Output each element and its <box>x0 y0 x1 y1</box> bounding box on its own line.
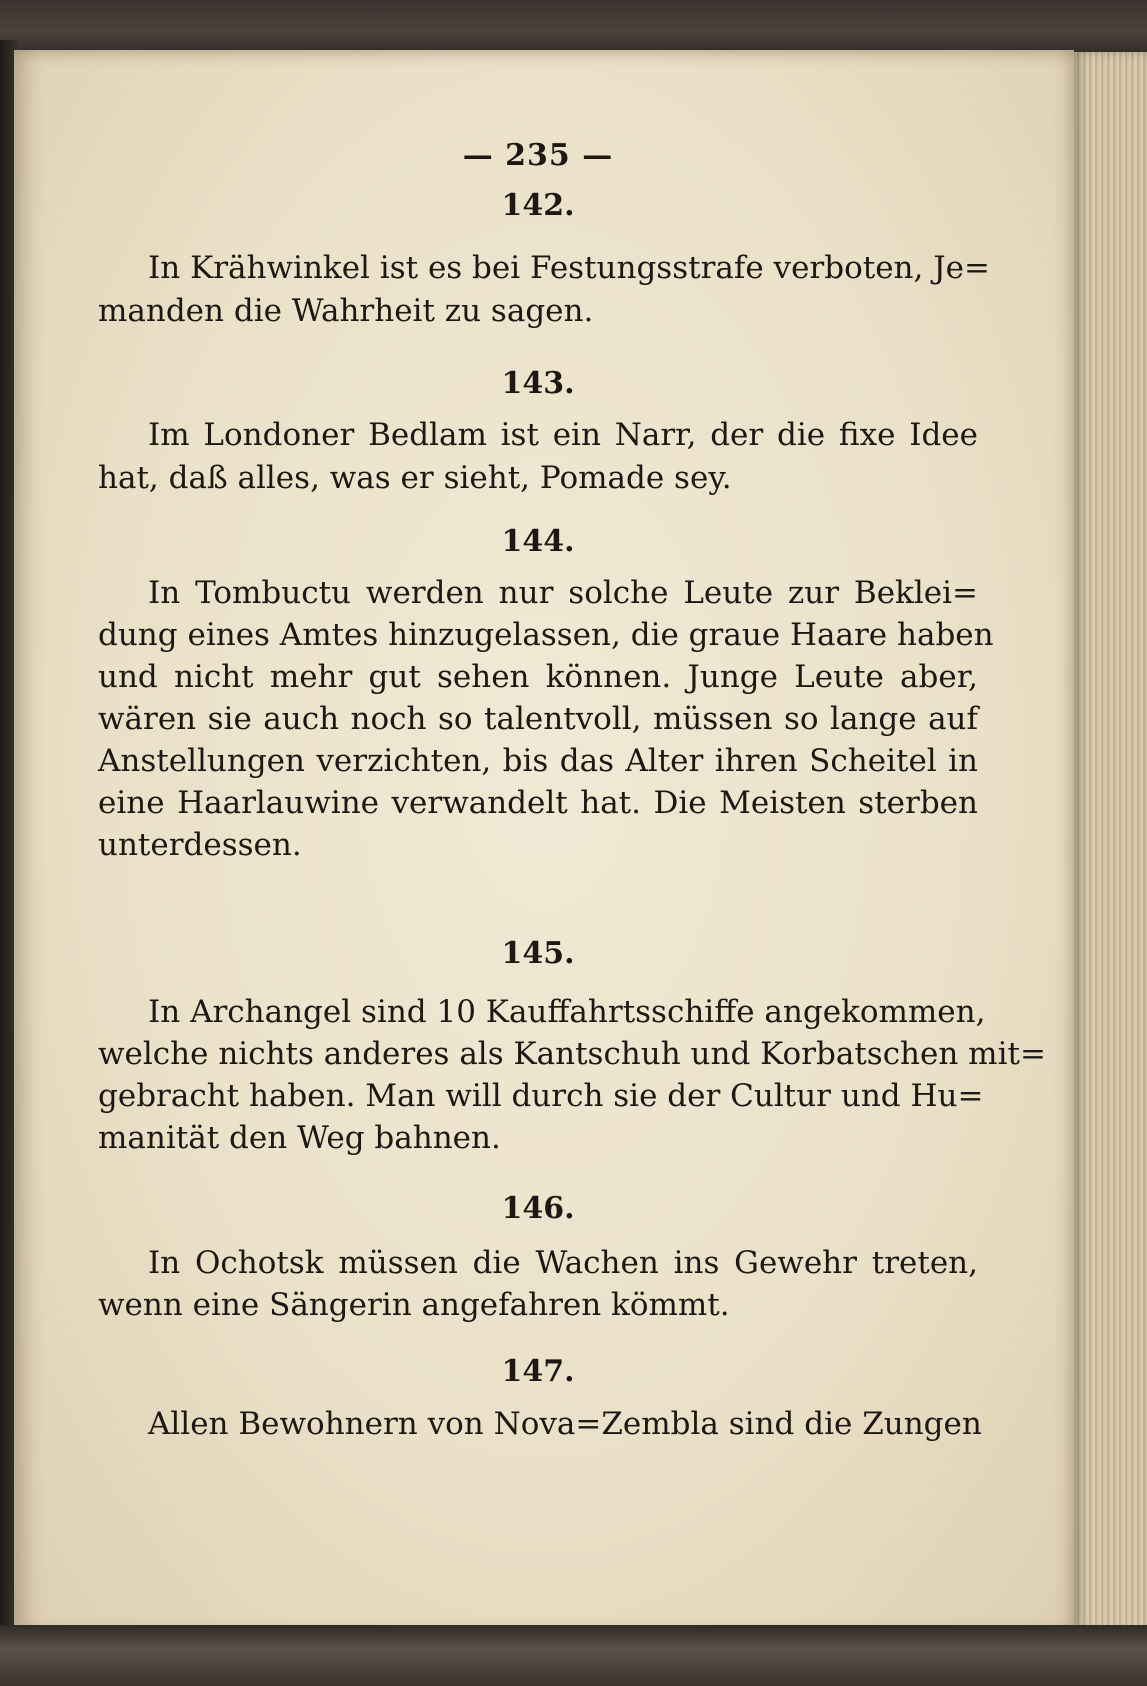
page-stack-edges <box>1074 52 1147 1632</box>
entry-line: wären sie auch noch so talentvoll, müssen so lange auf <box>98 701 978 737</box>
entry-number-142: 142. <box>501 188 575 223</box>
entry-line: und nicht mehr gut sehen können. Junge Leute aber, <box>98 659 978 695</box>
entry-line: manden die Wahrheit zu sagen. <box>98 293 594 329</box>
book-cover-bottom <box>0 1625 1147 1686</box>
entry-line: welche nichts anderes als Kantschuh und Korbatschen mit= <box>98 1036 1046 1072</box>
entry-number-144: 144. <box>501 524 575 559</box>
entry-line: hat, daß alles, was er sieht, Pomade sey. <box>98 460 732 496</box>
entry-line: Allen Bewohnern von Nova=Zembla sind die Zungen <box>148 1406 982 1442</box>
entry-number-145: 145. <box>501 936 575 971</box>
entry-line: Anstellungen verzichten, bis das Alter ihren Scheitel in <box>98 743 978 779</box>
entry-line: eine Haarlauwine verwandelt hat. Die Meisten sterben <box>98 785 978 821</box>
entry-line: unterdessen. <box>98 827 302 863</box>
entry-line: dung eines Amtes hinzugelassen, die graue Haare haben <box>98 617 994 653</box>
page-number: — 235 — <box>462 138 614 173</box>
entry-line: wenn eine Sängerin angefahren kömmt. <box>98 1287 730 1323</box>
entry-number-147: 147. <box>501 1354 575 1389</box>
entry-line: gebracht haben. Man will durch sie der Cultur und Hu= <box>98 1078 984 1114</box>
entry-line: manität den Weg bahnen. <box>98 1120 501 1156</box>
entry-line: In Archangel sind 10 Kauffahrtsschiffe angekommen, <box>148 994 986 1030</box>
entry-line: In Ochotsk müssen die Wachen ins Gewehr treten, <box>148 1245 978 1281</box>
entry-number-143: 143. <box>501 366 575 401</box>
entry-line: In Tombuctu werden nur solche Leute zur Beklei= <box>148 575 978 611</box>
entry-number-146: 146. <box>501 1191 575 1226</box>
entry-line: Im Londoner Bedlam ist ein Narr, der die fixe Idee <box>148 417 978 453</box>
entry-line: In Krähwinkel ist es bei Festungsstrafe verboten, Je= <box>148 250 990 286</box>
